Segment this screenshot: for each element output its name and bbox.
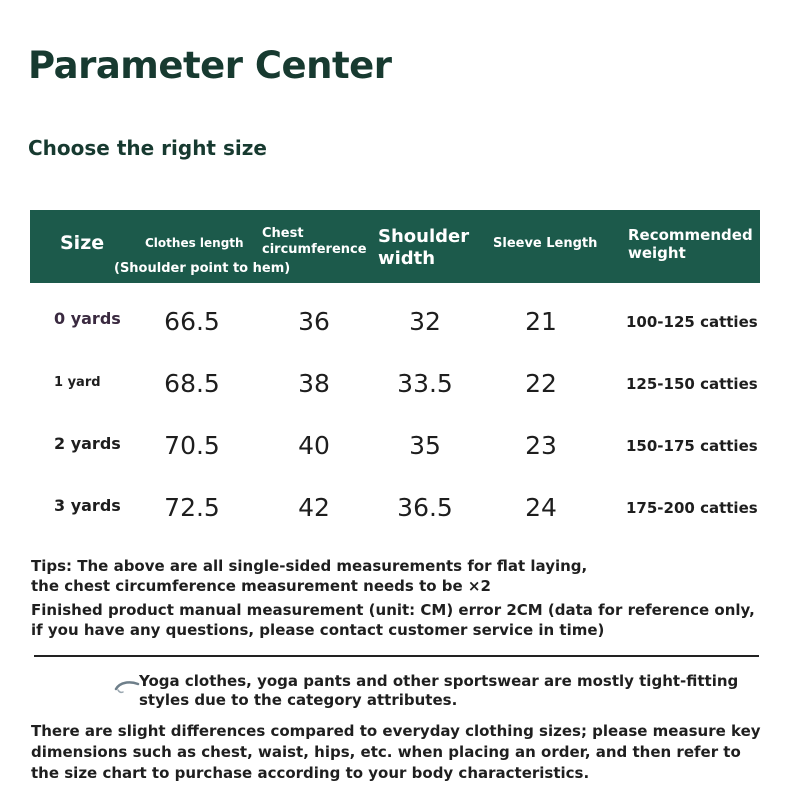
row-length: 66.5 <box>164 307 220 336</box>
row-weight: 150-175 catties <box>626 437 758 455</box>
row-size: 2 yards <box>54 434 121 453</box>
table-row <box>0 493 790 533</box>
row-length: 70.5 <box>164 431 220 460</box>
row-shoulder: 33.5 <box>397 369 453 398</box>
row-sleeve: 23 <box>525 431 557 460</box>
row-weight: 125-150 catties <box>626 375 758 393</box>
row-chest: 38 <box>298 369 330 398</box>
header-clothes-length: Clothes length <box>145 236 244 250</box>
row-size: 1 yard <box>54 375 101 390</box>
row-chest: 40 <box>298 431 330 460</box>
table-row <box>0 431 790 471</box>
header-weight: Recommended weight <box>628 226 753 262</box>
header-sleeve: Sleeve Length <box>493 236 598 251</box>
row-sleeve: 24 <box>525 493 557 522</box>
size-advice: There are slight differences compared to everyday clothing sizes; please measure key dimensions such as chest, waist, hips, etc. when placing an order, and then refer to the size chart to purchase according to your body characteristics. <box>31 722 761 782</box>
row-weight: 100-125 catties <box>626 313 758 331</box>
row-chest: 42 <box>298 493 330 522</box>
row-length: 72.5 <box>164 493 220 522</box>
header-size: Size <box>60 232 105 254</box>
table-row <box>0 369 790 409</box>
header-clothes-length-note: (Shoulder point to hem) <box>114 261 291 276</box>
row-sleeve: 21 <box>525 307 557 336</box>
header-shoulder: Shoulder width <box>378 226 470 269</box>
page-subtitle: Choose the right size <box>28 136 267 160</box>
tips-measurement: Tips: The above are all single-sided measurements for flat laying, the chest circumference measurement needs to be ×2 <box>31 557 588 595</box>
row-weight: 175-200 catties <box>626 499 758 517</box>
row-size: 3 yards <box>54 496 121 515</box>
row-shoulder: 35 <box>409 431 441 460</box>
row-shoulder: 36.5 <box>397 493 453 522</box>
divider <box>34 655 759 657</box>
sportswear-note: Yoga clothes, yoga pants and other sportswear are mostly tight-fitting styles due to the category attributes. <box>139 672 739 709</box>
table-row <box>0 307 790 347</box>
row-sleeve: 22 <box>525 369 557 398</box>
tips-error-note: Finished product manual measurement (unit: CM) error 2CM (data for reference only, if you have any questions, please contact customer service in time) <box>31 601 755 639</box>
row-size: 0 yards <box>54 309 121 328</box>
row-shoulder: 32 <box>409 307 441 336</box>
row-chest: 36 <box>298 307 330 336</box>
size-table-header <box>30 210 760 283</box>
row-length: 68.5 <box>164 369 220 398</box>
page-title: Parameter Center <box>28 44 392 87</box>
brush-swoosh-icon <box>114 680 140 694</box>
header-chest: Chest circumference <box>262 226 367 257</box>
